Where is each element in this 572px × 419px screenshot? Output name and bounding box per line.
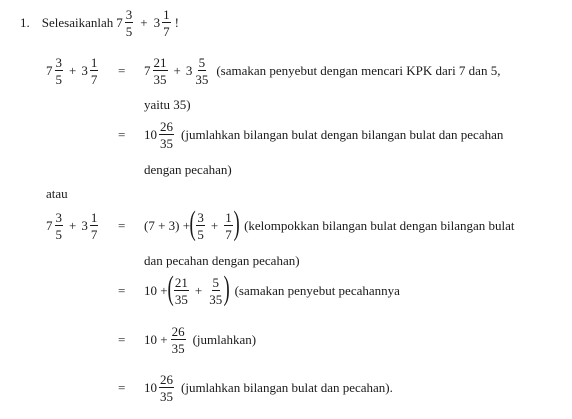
alt3-note: (jumlahkan)	[192, 332, 257, 347]
problem-text: Selesaikanlah	[41, 15, 114, 30]
fraction: $\frac{3}{5}$	[125, 7, 133, 39]
equals-sign: =	[118, 218, 126, 233]
equals-sign: =	[118, 380, 126, 395]
step1-note: (samakan penyebut dengan mencari KPK dari 7 dan 5,	[216, 63, 501, 78]
mixed-number: 7 $\frac{3}{5}$	[116, 7, 133, 39]
plus-sign: +	[69, 218, 77, 233]
equals-sign: =	[118, 127, 126, 142]
problem-number: 1.	[20, 15, 30, 30]
mixed-number: 3 $\frac{1}{7}$	[81, 55, 98, 87]
step1	[118, 56, 500, 86]
alt-step1: = (7 + 3) + ( $\frac{3}{5}$ + $\frac{1}{7}$ ) (kelompokkan bilangan bulat dengan bilangan bulat	[118, 205, 515, 242]
plus-sign: +	[140, 15, 148, 30]
mixed-number: 7 $\frac{3}{5}$	[46, 55, 62, 87]
mixed-number: 3 $\frac{1}{7}$	[81, 210, 98, 242]
atau-label: atau	[46, 186, 68, 201]
mixed-number: 3 $\frac{5}{35}$	[185, 55, 209, 87]
alt-step3: = 10 + $\frac{26}{35}$ (jumlahkan)	[118, 324, 257, 356]
alt4-note: (jumlahkan bilangan bulat dan pecahan).	[181, 380, 393, 395]
equals-sign: =	[118, 332, 126, 347]
alt1-note: (kelompokkan bilangan bulat dengan bilangan bulat	[244, 218, 515, 233]
mixed-number: 10 $\frac{26}{35}$	[144, 372, 173, 404]
plus-sign: +	[194, 283, 203, 298]
alt2-note: (samakan penyebut pecahannya	[234, 283, 400, 298]
exclamation: !	[174, 15, 179, 30]
step2-note-cont: dengan pecahan)	[144, 162, 232, 177]
plus-sign: +	[210, 218, 219, 233]
plus-sign: +	[69, 63, 77, 78]
plus-sign: +	[173, 63, 181, 78]
alt1-note-cont: dan pecahan dengan pecahan)	[144, 253, 300, 268]
step1-note-cont: yaitu 35)	[144, 97, 191, 112]
mixed-number: 10 $\frac{26}{35}$	[144, 119, 173, 151]
fraction: $\frac{1}{7}$	[163, 7, 170, 39]
step2	[118, 120, 503, 150]
equals-sign: =	[118, 283, 126, 298]
step2-note: (jumlahkan bilangan bulat dengan bilangan bulat dan pecahan	[181, 127, 504, 142]
group-whole: (7 + 3) +	[144, 218, 191, 233]
equals-sign: =	[118, 63, 126, 78]
mixed-number: 3 $\frac{1}{7}$	[153, 7, 170, 39]
mixed-number: 7 $\frac{3}{5}$	[46, 210, 62, 242]
alt-step4	[118, 373, 393, 403]
problem-statement	[20, 8, 179, 38]
lhs-expression-2	[46, 211, 99, 241]
lhs-expression	[46, 56, 99, 86]
alt-step2: = 10 + ( $\frac{21}{35}$ + $\frac{5}{35}$ ) (samakan penyebut pecahannya	[118, 270, 400, 307]
mixed-number: 7 $\frac{21}{35}$	[144, 55, 167, 87]
